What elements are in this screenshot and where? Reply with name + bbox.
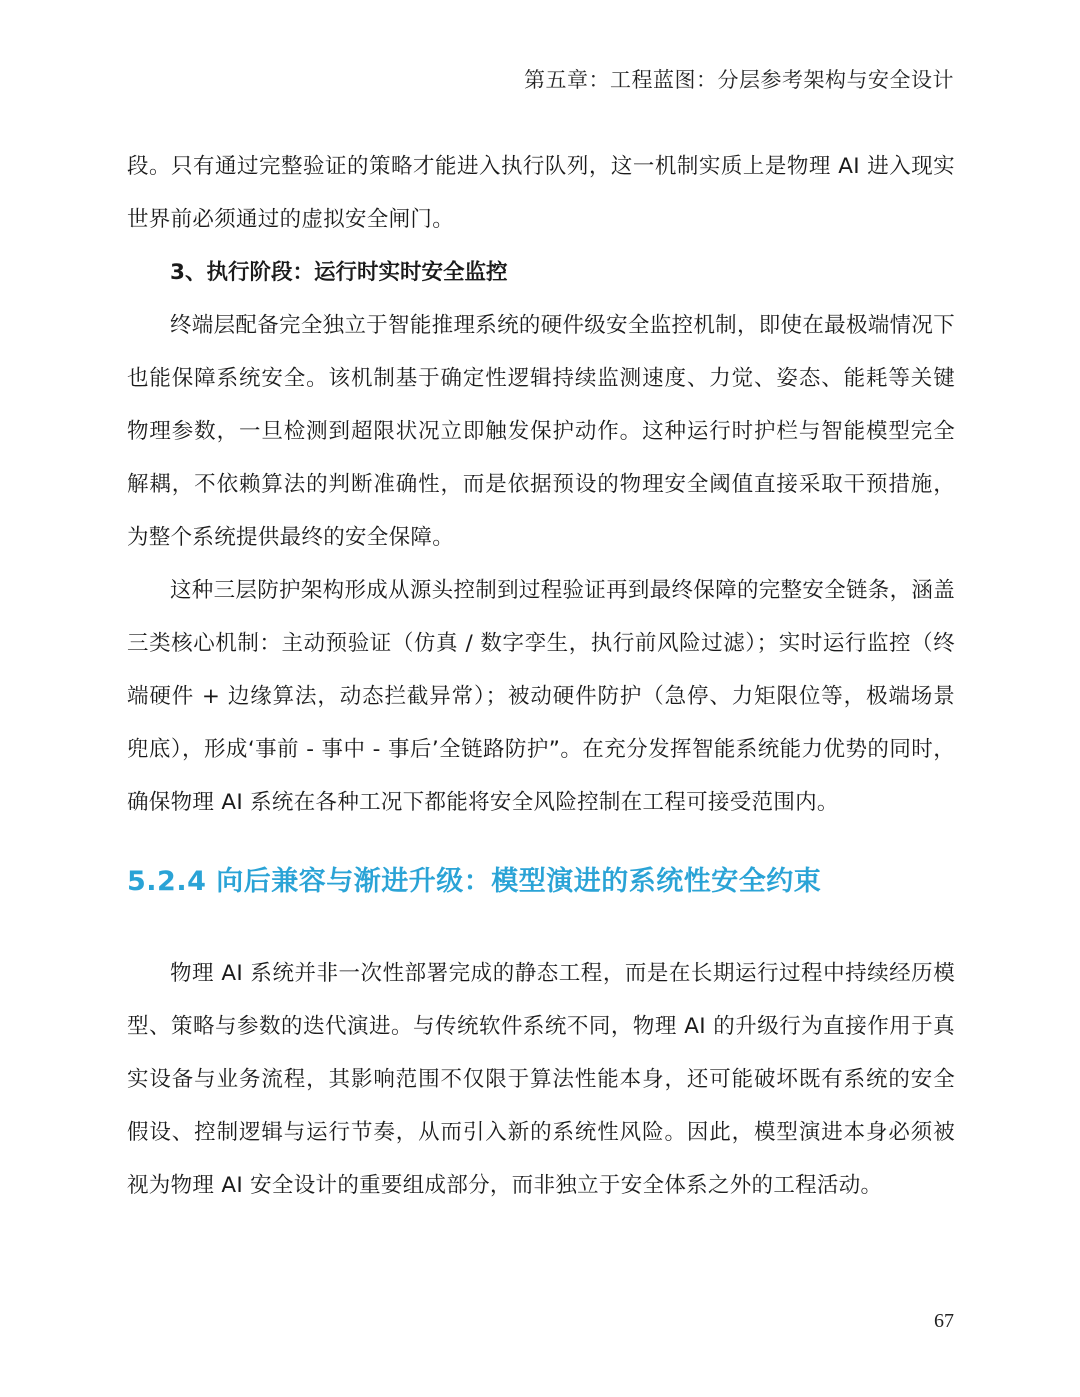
section-title: 5.2.4 向后兼容与渐进升级：模型演进的系统性安全约束 [127, 866, 822, 897]
paragraph-continuation: 段。只有通过完整验证的策略才能进入执行队列，这一机制实质上是物理 AI 进入现实世界前必须通过的虚拟安全闸门。 [127, 154, 955, 232]
paragraph-three-layer-protection: 这种三层防护架构形成从源头控制到过程验证再到最终保障的完整安全链条，涵盖三类核心机制：主动预验证（仿真 / 数字孪生，执行前风险过滤）；实时运行监控（终端硬件 + 边缘算法，动态拦截异常）；被动硬件防护（急停、力矩限位等，极端场景兜底），形成‘事前 - 事中 - 事后’全链路防护”。在充分发挥智能系统能力优势的同时，确保物理 AI 系统在各种工况下都能将安全风险控制在工程可接受范围内。 [127, 578, 955, 815]
page-body [127, 140, 955, 1212]
running-header: 第五章：工程蓝图：分层参考架构与安全设计 [524, 68, 954, 92]
subheading-execution-stage: 3、执行阶段：运行时实时安全监控 [170, 260, 508, 285]
page-number: 67 [934, 1310, 954, 1332]
paragraph-model-evolution: 物理 AI 系统并非一次性部署完成的静态工程，而是在长期运行过程中持续经历模型、策略与参数的迭代演进。与传统软件系统不同，物理 AI 的升级行为直接作用于真实设备与业务流程，其影响范围不仅限于算法性能本身，还可能破坏既有系统的安全假设、控制逻辑与运行节奏，从而引入新的系统性风险。因此，模型演进本身必须被视为物理 AI 安全设计的重要组成部分，而非独立于安全体系之外的工程活动。 [127, 961, 955, 1198]
paragraph-runtime-monitoring: 终端层配备完全独立于智能推理系统的硬件级安全监控机制，即使在最极端情况下也能保障系统安全。该机制基于确定性逻辑持续监测速度、力觉、姿态、能耗等关键物理参数，一旦检测到超限状况立即触发保护动作。这种运行时护栏与智能模型完全解耦，不依赖算法的判断准确性，而是依据预设的物理安全阈值直接采取干预措施，为整个系统提供最终的安全保障。 [127, 313, 955, 550]
